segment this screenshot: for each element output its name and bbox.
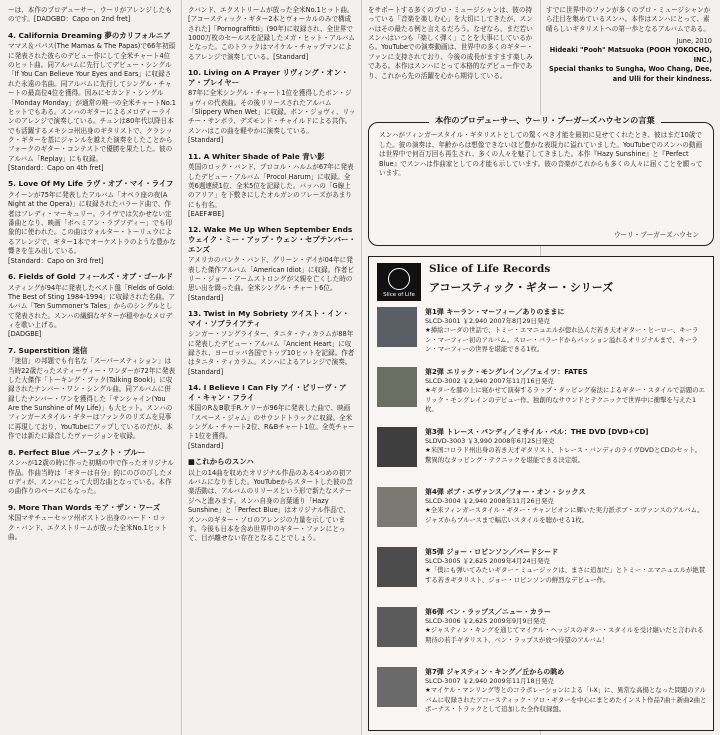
track-description: アメリカのパンク・バンド、グリーン・デイが04年に発表した傑作アルバム「American Idiot」に収録。作者ビリー・ジョー・アームストロングが父親を亡くした時の思い出を綴った曲。全米シングル・チャート6位。 <box>188 256 355 293</box>
album-title <box>425 487 707 497</box>
catalog-info: SLCD-3007 ￥2,940 2009年11月18日発売 <box>425 677 554 686</box>
album-description: ★ギターを膝の上に寝かせて演奏するラップ・タッピング奏法によるギター・スタイルで話題のエリック・モングレインのデビュー作。独創的なサウンドとテクニックで世界中に衝撃を与えた1枚。 <box>425 386 706 413</box>
track-description: スティングが94年に発表したベスト盤「Fields of Gold: The Best of Sting 1984-1994」に収録された名曲。アルバム「Ten Summoner's Tales」からのシングルとして発表された。スンハの繊細なギターが穏やかなメロディを歌い上げる。 <box>8 283 176 329</box>
album-number: 第7弾 <box>425 668 444 676</box>
track-title: 10. Living on A Prayer リヴィング・オン・ア・プレイヤー <box>188 68 349 87</box>
track-entry <box>8 31 176 174</box>
track-description: 以上の14曲を収めたオリジナル作品のある4つめの初アルバムになりました。YouTubeからスタートした彼の音楽活動は、アルバムのリリースという形で新たなステージへと進みます。スンハ自身の言葉通り「Hazy Sunshine」と「Perfect Blue」はオリジナル作品で、スンハのギター・ソロのアレンジの力量を示しています。今後も日本を含め世界中のギター・ファンにとって、目が離せない存在となることでしょう。 <box>188 468 353 543</box>
album-cover <box>377 547 417 587</box>
column-track-notes-1 <box>8 6 176 731</box>
series-item <box>377 487 707 539</box>
tuning-note: [Standard] <box>188 367 224 376</box>
signature: Hideaki "Pooh" Matsuoka (POOH YOKOCHO, INC.) <box>549 46 712 64</box>
track-entry <box>188 457 356 544</box>
track-title: 11. A Whiter Shade of Pale 青い影 <box>188 151 325 161</box>
message-heading: 本作のプロデューサー、ウーリ・ブーガーズハウセンの言葉 <box>429 115 661 126</box>
tuning-note: [Standard] <box>188 136 224 145</box>
tuning-note: [Standard：Capo on 3rd fret] <box>8 256 104 265</box>
catalog-info: SLCD-3002 ￥2,940 2007年11月16日発売 <box>425 377 554 386</box>
catalog-info: SLCD-3005 ￥2,625 2009年4月24日発売 <box>425 557 550 566</box>
album-description: ★「僕にも弾いてみたいギター・ミュージックは、まさに追加だ」とトミー・エマニュエルが絶賛する若きギタリスト、ジョー・ロビンソンの鮮烈なデビュー作。 <box>425 566 706 584</box>
catalog-info: SLCD-3004 ￥2,940 2008年11月26日発売 <box>425 497 554 506</box>
track-description: シンガー・ソングライター、タニタ・ティカラムが88年に発表したデビュー・アルバム「Ancient Heart」に収録され、ヨーロッパ各国でトップ10ヒットを記録。作者はタニタ・ティカラム。スンハによるアレンジで演奏。 <box>188 330 355 367</box>
album-number: 第1弾 <box>425 308 444 316</box>
track-title: 7. Superstition 迷信 <box>8 345 88 355</box>
album-title-text: トレース・バンディ／ミサイル・ベル：THE DVD [DVD+CD] <box>446 428 649 436</box>
track-entry <box>8 346 176 442</box>
tuning-note: [Standard] <box>188 293 224 302</box>
album-cover <box>377 667 417 707</box>
fold-line <box>361 0 362 735</box>
album-info <box>425 667 707 714</box>
album-info <box>425 427 707 465</box>
track-entry <box>8 179 176 266</box>
album-info <box>425 487 707 525</box>
column-intro: ーは、本作のプロデューサー、ウーリがアレンジしたものです。[DADGBD：Capo on 2nd fret] <box>8 6 172 24</box>
series-item <box>377 547 707 599</box>
track-list <box>188 68 356 543</box>
track-description: スンハが12歳の時に作った初期の中で作ったオリジナル作品。作曲当時は「ギターは自分」的にのびのびしたメロディが、スンハにとって大切な曲となっている。本作の曲作りのベースにもなった。 <box>8 459 174 496</box>
logo-circle-icon <box>388 268 410 290</box>
album-title <box>425 547 707 557</box>
album-title <box>425 667 707 677</box>
album-title-text: ベン・ラップス／ニュー・カラー <box>446 608 551 616</box>
album-title-text: ボブ・エヴァンス／フォー・オン・シックス <box>446 488 586 496</box>
album-info <box>425 607 707 645</box>
album-title <box>425 307 707 317</box>
column-essay <box>368 6 534 116</box>
album-number: 第2弾 <box>425 368 444 376</box>
track-title: 12. Wake Me Up When September Ends ウェイク・ミー・アップ・ウェン・セプテンバー・エンズ <box>188 225 356 254</box>
album-description: ★ジャスティン・キングを通じてマイケル・ヘッジスのギター・スタイルを受け継いだと言われる期待の若手ギタリスト、ベン・ラップスが放つ待望のアルバム！ <box>425 626 704 644</box>
closing-text: すでに世界中のファンが多くのプロ・ミュージシャンから注目を集めているスンハ。本作はスンハにとって、素晴らしいギタリストへの第一歩となるアルバムである。 <box>546 6 711 33</box>
label-logo: Slice of Life <box>377 263 421 301</box>
track-description: 「迷信」の邦題でも有名な「スーパースティション」は当時22歳だったスティーヴィー・ワンダーが72年に発表した大傑作「トーキング・ブック(Talking Book)」に収録されたナンバー・ワン・シングル曲。同アルバムに併録したナンバー・ワンを獲得した「サンシャイン(You Are the Sunshine of My Life)」も大ヒット。スンハのフィンガースタイル・ギターはファンクのリズムを見事に再現しており、YouTubeにアップしているのだが、本作では新たに録音したヴァージョンを収録。 <box>8 357 176 441</box>
series-item <box>377 427 707 479</box>
track-title: ■これからのスンハ <box>188 457 254 467</box>
track-title: 5. Love Of My Life ラヴ・オブ・マイ・ライフ <box>8 179 174 189</box>
album-cover <box>377 487 417 527</box>
album-info <box>425 307 707 354</box>
album-info <box>425 547 707 585</box>
album-title-text: エリック・モングレイン／フェイツ：FATES <box>446 368 588 376</box>
essay-text: をサポートする多くのプロ・ミュージシャンは、彼の持っている「音楽を楽しむ心」を大切にしてきたが、スンハはその最たる例と言えるだろう。なぜなら、まだ若いスンハはいつも「楽しく弾く」ことを大事にしているから。YouTubeでの演奏動画は、世界中の多くのギター・ファンに支持されており、今後の成長がますます楽しみである。本作はスンハにとって本格的なデビュー作であり、これから先の活躍を心から期待している。 <box>368 6 534 80</box>
tuning-note: [Standard] <box>188 441 224 450</box>
track-title: 8. Perfect Blue パーフェクト・ブルー <box>8 447 146 457</box>
track-entry <box>188 225 356 303</box>
series-header <box>377 263 707 303</box>
album-title <box>425 607 707 617</box>
album-cover <box>377 307 417 347</box>
track-entry <box>8 272 176 340</box>
track-description: クイーンが75年に発表したアルバム「オペラ座の夜(A Night at the Opera)」に収録されたバラード曲で、作者はフレディ・マーキュリー。ライヴでは欠かせない定番曲となり、映画「ボヘミアン・ラプソディー」でも印象的に使われた。この曲はウォルター・トーリュウによるアレンジで、ギター1本でオーケストラのような豊かな響きを生み出している。 <box>8 191 176 256</box>
tuning-note: [Standard：Capo on 4th fret] <box>8 164 104 173</box>
track-description: ママス＆パパス(The Mamas & The Papas)で66年初頭に発表された彼らのデビュー作にして全米チャート4位のヒット曲。同アルバムに先行してデビュー・シングル「If You Can Believe Your Eyes and Ears」に収録された永遠の名曲。同アルバムに先行してシングル・チャートの最高位4位を獲得。因みにセカンド・シングル「Monday Monday」が通常の唯一の全米チャートNo.1ヒットでもある。スンハのギターによるメロディーラインのアレンジで演奏している。チュンは80年代以降日本でも活躍するメキシコ州出身のギタリストで、クラシック・ギターを基にジャンルを越えた演奏をしたことからフォークのギター・コンテストで優勝を果たした。彼のアルバム「Replay」にも収録。 <box>8 42 176 163</box>
fold-line <box>181 0 182 735</box>
message-body: スンハがフィンガースタイル・ギタリストとしての驚くべき才能を最初に見せてくれたとき、彼はまだ10歳でした。彼の演奏は、年齢からは想像できないほど豊かな表現力に溢れていました。YouTubeでのスンハの動画は世界中で何百万回も再生され、多くの人々を魅了してきました。本作『Hazy Sunshine』と『Perfect Blue』でスンハは作曲家としての才能も示しています。彼の音楽がこれからも多くの人々に届くことを願っています。 <box>379 131 703 178</box>
album-number: 第5弾 <box>425 548 444 556</box>
track-description: 英国のロック・バンド、プロコル・ハルムが67年に発表したデビュー・アルバム「Procol Harum」に収録。全英6週連続1位、全米5位を記録した。バッハの「G線上のアリア」を下敷きにしたオルガンのフレーズがあまりにも有名。 <box>188 163 354 209</box>
series-item <box>377 307 707 359</box>
album-cover <box>377 427 417 467</box>
catalog-info: SLCD-3001 ￥2,940 2007年8月29日発売 <box>425 317 550 326</box>
album-number: 第4弾 <box>425 488 444 496</box>
album-description: ★マイケル・マンリング等とのコラボレーションによる「I-X」に、異常な高揚となった問題のアルバムに収録されたアコースティック・ソロ・ギターを中心にまとめたインスト作品7曲＋新曲2曲とボーナス・トラックとして追加した全作収録盤。 <box>425 686 707 713</box>
track-title: 13. Twist in My Sobriety ツイスト・イン・マイ・ソブライアティ <box>188 309 350 328</box>
catalog-info: SLDVD-3003 ￥3,990 2008年6月25日発売 <box>425 437 555 446</box>
date: June, 2010 <box>676 37 712 46</box>
track-entry <box>188 383 356 451</box>
album-description: ★挿絵コーダの世話で、トミー・エマニュエルが惚れ込んだ若き天才ギター・ヒーロー、キーラン・マーフィー初のアルバム。スロー・バラードからパッション溢れるオリジナルまで、キーラン・マーフィーの世界を堪能できる1枚。 <box>425 326 699 353</box>
album-description: ★米国コロラド州出身の若き天才ギタリスト、トレース・バンディのライヴDVDとCDのセット。驚異的なタッピング・テクニックを堪能できる決定版。 <box>425 446 702 464</box>
column-intro: クバンド、エクストリームが放った全米No.1ヒット曲。[アコースティック・ギター2本とヴォーカルのみで構成された]「Pornograffitti」(90年)に収録され、全世界で1000万枚のセールスを記録したメガ・ヒット・アルバムとなった。このトラックはマイケル・チャップマンによるアレンジで演奏している。[Standard] <box>188 6 355 61</box>
album-number: 第3弾 <box>425 428 444 436</box>
track-entry <box>188 152 356 220</box>
album-number: 第6弾 <box>425 608 444 616</box>
track-description: 87年に全米シングル・チャート1位を獲得したボン・ジョヴィの代表曲。その後リリースされたアルバム「Slippery When Wet」に収録。ボン・ジョヴィ、リッチー・サンボラ、デズモンド・チャイルドによる共作。スンハはこの曲を軽やかに演奏している。 <box>188 89 356 135</box>
track-entry <box>8 503 176 543</box>
track-title: 9. More Than Words モア・ザン・ワーズ <box>8 502 161 512</box>
album-info <box>425 367 707 414</box>
album-title-text: キーラン・マーフィー／ありのままに <box>446 308 565 316</box>
column-closing <box>546 6 712 118</box>
track-title: 14. I Believe I Can Fly アイ・ビリーヴ・アイ・キャン・フライ <box>188 383 347 402</box>
track-description: 米国のR＆B歌手R.ケリーが96年に発表した曲で、映画「スペース・ジャム」のサウンドトラックに収録。全米シングル・チャート2位、R&Bチャート1位。全英チャート1位を獲得。 <box>188 404 355 441</box>
series-item <box>377 667 707 719</box>
tuning-note: [DADGBE] <box>8 330 42 339</box>
track-entry <box>8 448 176 497</box>
track-description: 米国マサチューセッツ州ボストン出身のハード・ロック・バンド、エクストリームが放った全米No.1ヒット曲。 <box>8 514 168 541</box>
series-item <box>377 367 707 419</box>
special-thanks: Special thanks to Sungha, Woo Chang, Dee, and Ulli for their kindness. <box>548 65 712 83</box>
series-box <box>368 256 714 731</box>
track-title: 4. California Dreaming 夢のカリフォルニア <box>8 30 171 40</box>
catalog-info: SLCD-3006 ￥2,625 2009年9月9日発売 <box>425 617 546 626</box>
album-title-text: ジョー・ロビンソン／バードシード <box>446 548 559 556</box>
album-cover <box>377 367 417 407</box>
series-item <box>377 607 707 659</box>
message-signature: ウーリ・ブーガーズハウセン <box>613 231 699 239</box>
producer-message-box <box>368 115 714 246</box>
album-title-text: ジャスティン・キング／丘からの眺め <box>446 668 565 676</box>
album-title <box>425 427 707 437</box>
tuning-note: [EAEF#BE] <box>188 209 224 218</box>
track-entry <box>188 309 356 377</box>
column-track-notes-2 <box>188 6 356 731</box>
series-title-en: Slice of Life Records <box>429 263 551 275</box>
series-title-jp: アコースティック・ギター・シリーズ <box>429 281 614 294</box>
track-title: 6. Fields of Gold フィールズ・オブ・ゴールド <box>8 271 174 281</box>
track-list <box>8 31 176 543</box>
album-title <box>425 367 707 377</box>
album-description: ★全米フィンガースタイル・ギター・チャンピオンに輝いた実力派ボブ・エヴァンスのアルバム。ジャズからブルースまで幅広いスタイルを聴かせる1枚。 <box>425 506 704 524</box>
track-entry <box>188 68 356 145</box>
album-cover <box>377 607 417 647</box>
